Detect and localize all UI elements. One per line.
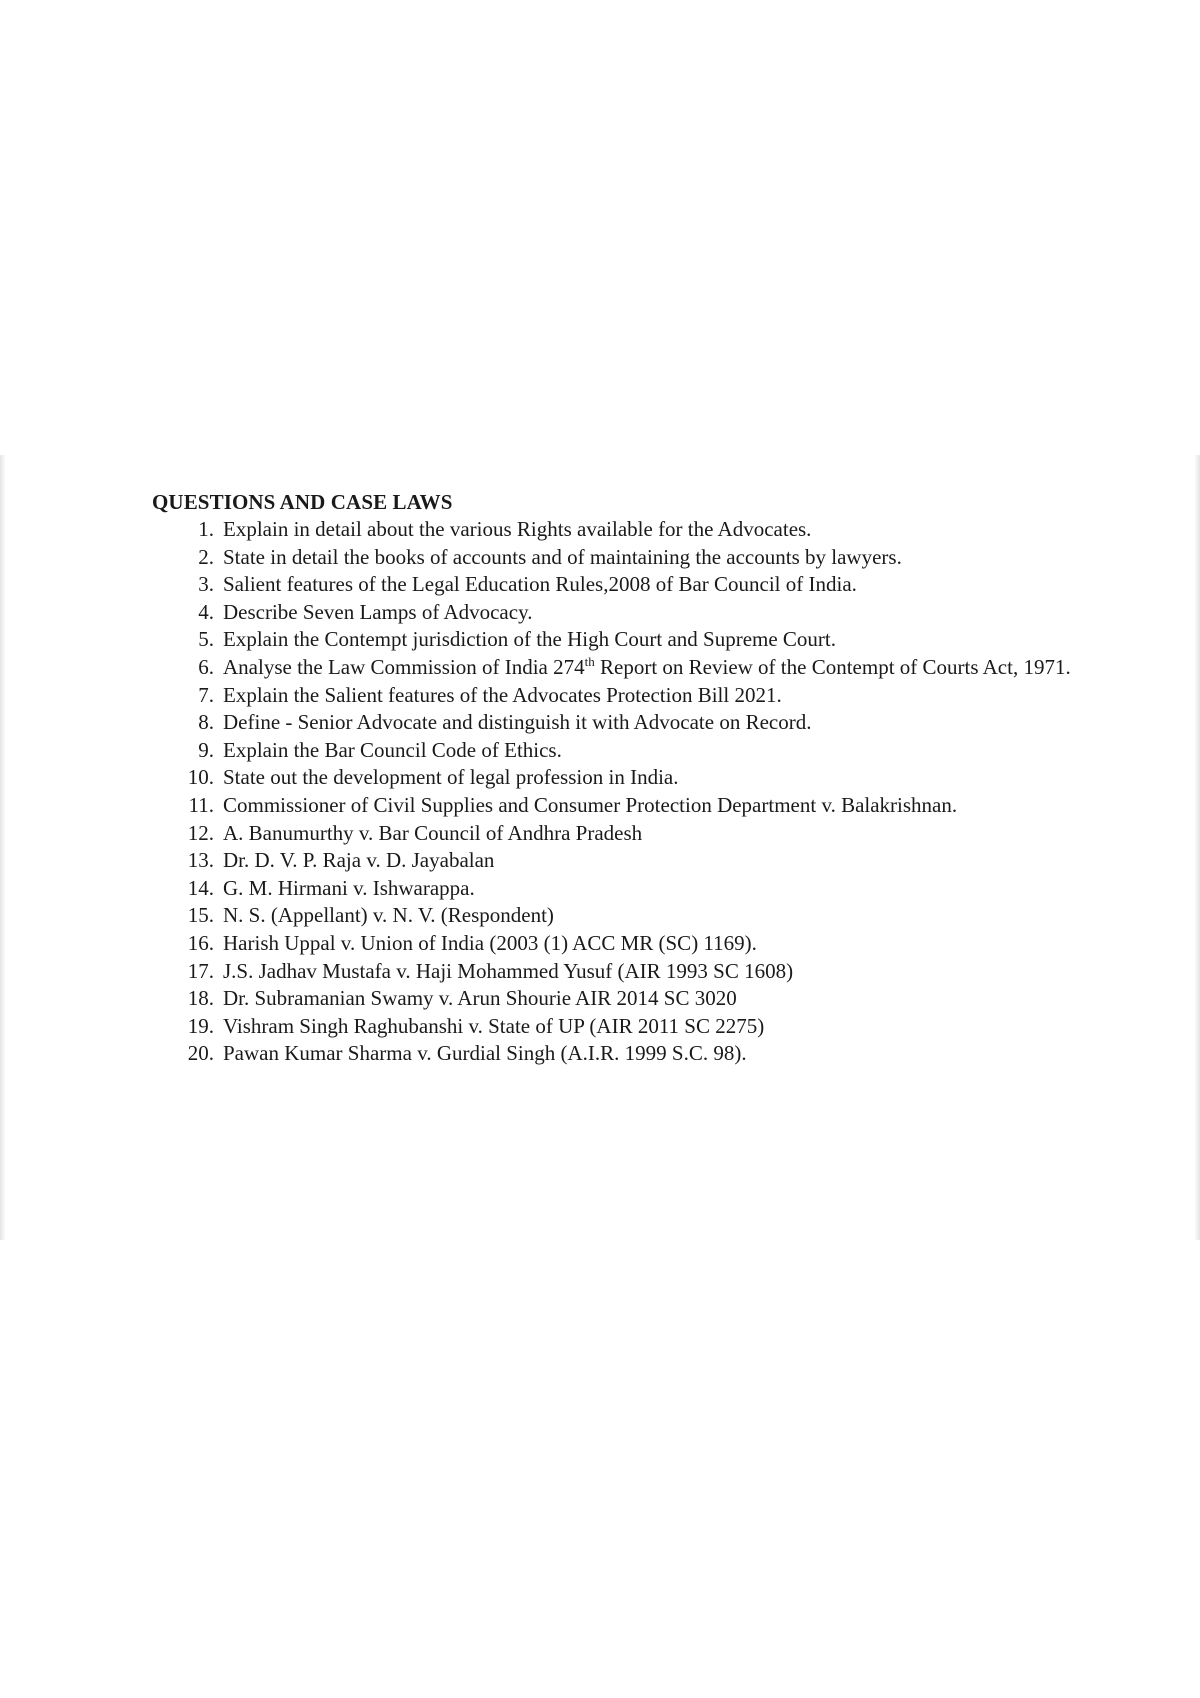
scanned-page-right-edge: [1194, 455, 1200, 1240]
list-item: [152, 930, 1072, 958]
item-text: Pawan Kumar Sharma v. Gurdial Singh (A.I.R. 1999 S.C. 98).: [223, 1041, 747, 1066]
item-number: 13.: [187, 848, 214, 873]
list-item: [152, 875, 1072, 903]
item-number: 9.: [198, 737, 214, 762]
list-item: [152, 737, 1072, 765]
item-text: Salient features of the Legal Education Rules,2008 of Bar Council of India.: [223, 572, 857, 597]
item-text: Define - Senior Advocate and distinguish it with Advocate on Record.: [223, 710, 812, 735]
list-item: [152, 709, 1072, 737]
item-text: Commissioner of Civil Supplies and Consumer Protection Department v. Balakrishnan.: [223, 792, 958, 817]
item-text: A. Banumurthy v. Bar Council of Andhra Pradesh: [223, 820, 643, 845]
list-item: [152, 682, 1072, 710]
item-number: 18.: [187, 986, 214, 1011]
item-number: 3.: [198, 572, 214, 597]
item-text: Explain the Salient features of the Advocates Protection Bill 2021.: [223, 682, 782, 707]
list-item: [152, 792, 1072, 820]
item-number: 15.: [187, 903, 214, 928]
item-number: 5.: [198, 627, 214, 652]
item-number: 8.: [198, 710, 214, 735]
item-text: Explain the Bar Council Code of Ethics.: [223, 737, 562, 762]
item-number: 10.: [187, 765, 214, 790]
list-item: [152, 544, 1072, 572]
item-text: Explain in detail about the various Rights available for the Advocates.: [223, 517, 812, 541]
list-item: [152, 820, 1072, 848]
list-item: [152, 1013, 1072, 1041]
list-item: [152, 516, 1072, 544]
item-text: Describe Seven Lamps of Advocacy.: [223, 599, 533, 624]
item-number: 20.: [187, 1041, 214, 1066]
item-text: Explain the Contempt jurisdiction of the High Court and Supreme Court.: [223, 627, 836, 652]
item-number: 7.: [198, 682, 214, 707]
document-body: [152, 488, 1072, 1068]
list-item: [152, 599, 1072, 627]
item-number: 16.: [187, 930, 214, 955]
list-item: [152, 847, 1072, 875]
item-number: 12.: [187, 820, 214, 845]
list-item: [152, 764, 1072, 792]
item-number: 11.: [188, 792, 214, 817]
item-text: [223, 654, 1072, 682]
item-text: J.S. Jadhav Mustafa v. Haji Mohammed Yusuf (AIR 1993 SC 1608): [223, 958, 794, 983]
item-text: Vishram Singh Raghubanshi v. State of UP (AIR 2011 SC 2275): [223, 1013, 765, 1038]
scanned-page-left-edge: [0, 455, 6, 1240]
item-text-part: Report on Review of the Contempt of Courts Act, 1971.: [594, 654, 1071, 679]
item-number: 1.: [198, 517, 214, 541]
item-number: 19.: [187, 1013, 214, 1038]
list-item: [152, 902, 1072, 930]
ordinal-suffix: th: [584, 653, 595, 669]
questions-list: [152, 516, 1072, 1068]
item-number: 6.: [198, 654, 214, 679]
section-heading: QUESTIONS AND CASE LAWS: [152, 490, 453, 514]
item-text: Harish Uppal v. Union of India (2003 (1) ACC MR (SC) 1169).: [223, 930, 757, 955]
item-text: G. M. Hirmani v. Ishwarappa.: [223, 875, 475, 900]
list-item: [152, 958, 1072, 986]
list-item: [152, 1040, 1072, 1068]
item-text: N. S. (Appellant) v. N. V. (Respondent): [223, 903, 554, 928]
item-number: 17.: [187, 958, 214, 983]
list-item: [152, 571, 1072, 599]
item-text: Dr. Subramanian Swamy v. Arun Shourie AIR 2014 SC 3020: [223, 986, 737, 1011]
item-text: Dr. D. V. P. Raja v. D. Jayabalan: [223, 848, 495, 873]
item-number: 4.: [198, 599, 214, 624]
item-number: 14.: [187, 875, 214, 900]
item-number: 2.: [198, 544, 214, 569]
item-text-part: Analyse the Law Commission of India 274: [223, 654, 585, 679]
list-item: [152, 985, 1072, 1013]
list-item: [152, 626, 1072, 654]
item-text: State out the development of legal profession in India.: [223, 765, 679, 790]
list-item: [152, 654, 1072, 682]
item-text: State in detail the books of accounts and of maintaining the accounts by lawyers.: [223, 544, 902, 569]
